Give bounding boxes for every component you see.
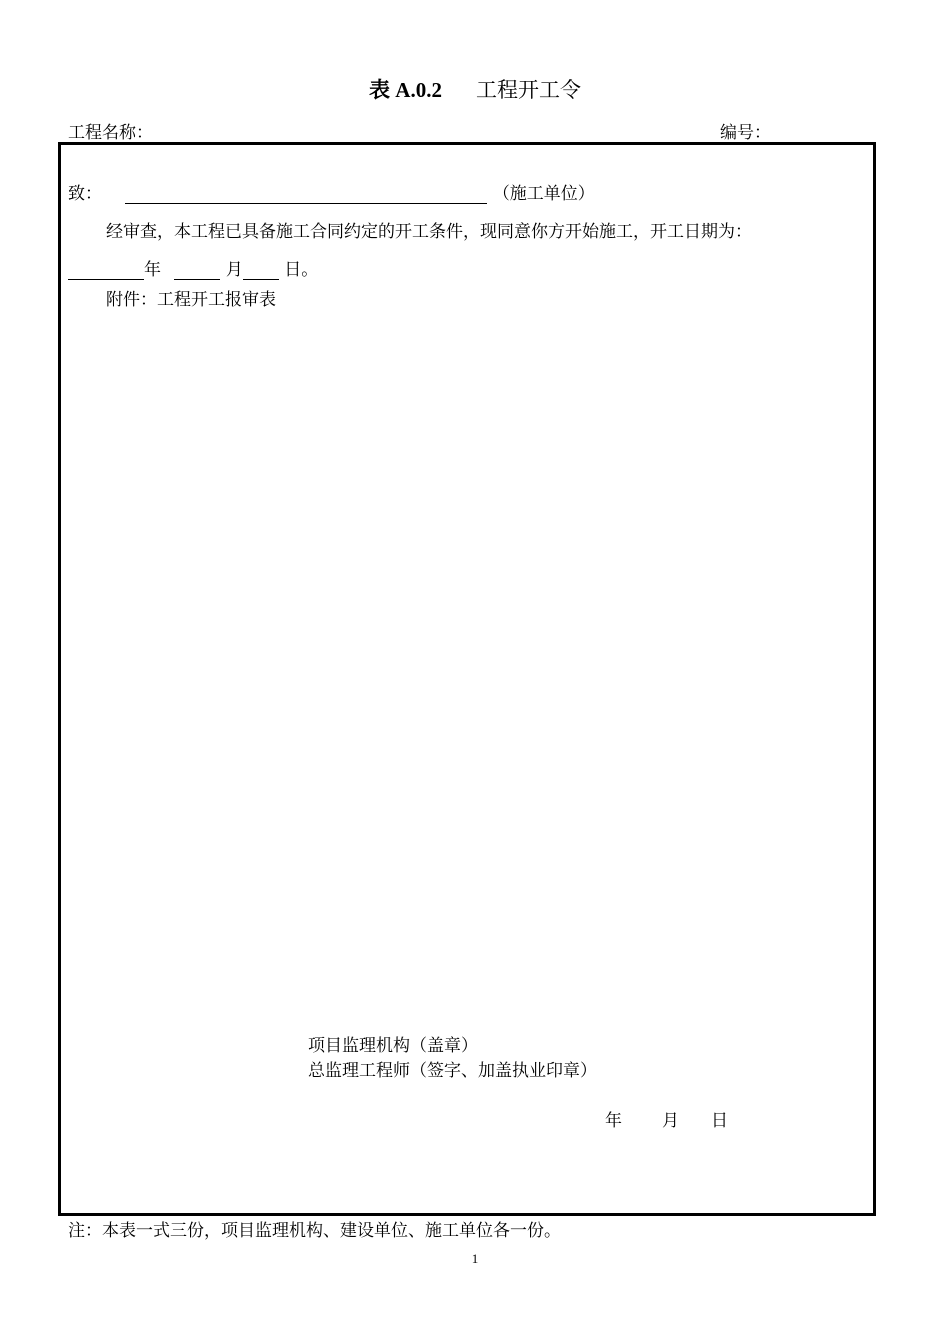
start-date-line	[68, 255, 318, 280]
project-name-label: 工程名称：	[68, 123, 153, 143]
sign-day-label: 日	[711, 1111, 728, 1131]
supervision-org-seal: 项目监理机构（盖章）	[308, 1036, 478, 1056]
start-day-label: 日。	[284, 260, 319, 280]
to-label: 致：	[68, 184, 102, 204]
to-suffix: （施工单位）	[492, 184, 595, 204]
start-month-label: 月	[225, 260, 243, 280]
form-title	[0, 74, 950, 104]
start-day-field[interactable]	[243, 262, 279, 280]
attachment-line: 附件：工程开工报审表	[106, 290, 276, 310]
contractor-field[interactable]	[125, 186, 487, 204]
sign-month-label: 月	[662, 1111, 679, 1131]
review-paragraph: 经审查，本工程已具备施工合同约定的开工条件，现同意你方开始施工，开工日期为：	[106, 222, 752, 242]
form-name: 工程开工令	[475, 78, 581, 102]
form-code: 表 A.0.2	[369, 78, 442, 102]
page-number: 1	[471, 1251, 479, 1266]
serial-no-label: 编号：	[720, 123, 771, 143]
chief-engineer-signature: 总监理工程师（签字、加盖执业印章）	[308, 1061, 597, 1081]
start-month-field[interactable]	[174, 262, 220, 280]
start-year-label: 年	[144, 260, 161, 280]
start-year-field[interactable]	[68, 262, 144, 280]
to-line	[68, 179, 595, 204]
footer-note: 注：本表一式三份，项目监理机构、建设单位、施工单位各一份。	[68, 1221, 561, 1241]
sign-year-label: 年	[605, 1111, 622, 1131]
